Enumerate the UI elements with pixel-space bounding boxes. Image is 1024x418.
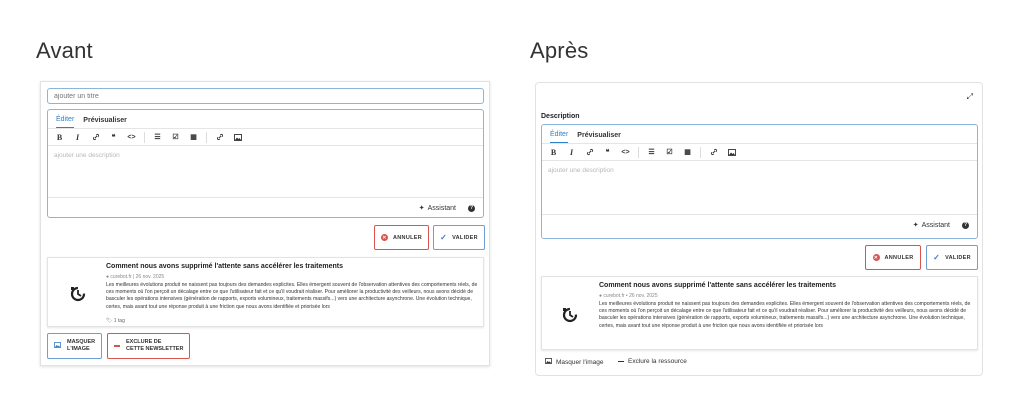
help-icon[interactable]: ?	[963, 222, 968, 228]
source-logo-icon	[558, 305, 582, 325]
minus-icon	[618, 361, 624, 363]
title-input[interactable]	[47, 88, 484, 104]
editor-tabs	[542, 125, 977, 143]
bold-icon[interactable]: B	[550, 147, 557, 157]
validate-button[interactable]	[433, 225, 485, 250]
description-editor	[47, 109, 484, 218]
cancel-label: ANNULER	[884, 254, 914, 261]
article-tags[interactable]	[106, 318, 125, 324]
article-card	[541, 276, 978, 350]
editor-toolbar	[542, 143, 977, 161]
hide-image-label: Masquer l'image	[556, 358, 604, 366]
apres-panel	[535, 82, 983, 376]
code-icon[interactable]: <>	[127, 133, 136, 141]
link-icon[interactable]	[88, 130, 103, 144]
article-meta	[599, 293, 658, 299]
link-icon[interactable]	[582, 145, 597, 159]
quote-icon[interactable]: ❝	[111, 134, 116, 141]
article-meta-text: curebot.fr • 26 nov. 2025	[603, 293, 658, 299]
close-icon: ✕	[873, 254, 879, 261]
task-list-icon[interactable]: ☑	[172, 134, 179, 141]
bold-icon[interactable]: B	[56, 132, 63, 142]
close-icon: ✕	[382, 234, 387, 241]
assistant-label: Assistant	[427, 204, 456, 212]
tag-icon: 🏷	[106, 318, 113, 324]
tag-count: 1 tag	[113, 318, 125, 324]
task-list-icon[interactable]: ☑	[666, 149, 673, 156]
article-title[interactable]: Comment nous avons supprimé l'attente sans accélérer les traitements	[106, 263, 344, 270]
validate-label: VALIDER	[945, 254, 971, 261]
sparkle-icon: ✦	[418, 205, 425, 212]
image-icon[interactable]	[724, 145, 739, 159]
code-icon[interactable]: <>	[621, 148, 630, 156]
check-icon: ✓	[440, 233, 448, 242]
cancel-button[interactable]	[865, 245, 921, 270]
image-icon	[545, 358, 552, 366]
avant-panel	[40, 81, 490, 366]
image-icon	[54, 342, 61, 351]
description-editor	[541, 124, 978, 239]
hide-image-button[interactable]	[545, 358, 603, 366]
bullet-list-icon[interactable]: ☰	[154, 134, 161, 141]
editor-tabs	[48, 110, 483, 128]
italic-icon[interactable]: I	[75, 132, 80, 142]
help-icon[interactable]: ?	[469, 205, 474, 211]
article-excerpt: Les meilleures évolutions produit ne naissent pas toujours des demandes explicites. Elles émergent souvent de l'observation attentives des comportements réels, de ces moments où l'on perçoit un décalage entre ce que l'utilisateur fait et ce qu'il voudrait réaliser. Pour améliorer la productivité des veilleurs, nous avons décidé de basculer les opérations intensives (génération de rapports, exports volumineux, traitements massifs...) vers une architecture asynchrone. Une évolution technique, certes, mais avant tout une réponse produit à une friction que nous avons identifiée et priorisée lors	[106, 282, 478, 310]
hide-image-button[interactable]	[47, 333, 102, 359]
tab-preview[interactable]: Prévisualiser	[577, 132, 621, 139]
toolbar-divider	[144, 132, 145, 143]
heading-apres: Après	[530, 38, 589, 63]
article-meta-text: curebot.fr | 26 nov. 2025	[110, 274, 165, 280]
table-icon[interactable]: ▦	[684, 149, 691, 156]
table-icon[interactable]: ▦	[190, 134, 197, 141]
tab-preview[interactable]: Prévisualiser	[83, 117, 127, 124]
source-dot-icon: ●	[106, 274, 110, 280]
validate-label: VALIDER	[452, 234, 478, 241]
assistant-row	[48, 198, 483, 218]
source-logo-icon	[66, 284, 90, 304]
exclude-resource-label: Exclure la ressource	[628, 358, 687, 365]
description-label: Description	[541, 113, 580, 120]
description-input[interactable]: ajouter une description	[542, 161, 977, 215]
image-icon[interactable]	[230, 130, 245, 144]
hide-image-label: MASQUER L'IMAGE	[67, 339, 96, 352]
editor-toolbar	[48, 128, 483, 146]
validate-button[interactable]	[926, 245, 978, 270]
exclude-newsletter-label: EXCLURE DE CETTE NEWSLETTER	[126, 339, 184, 352]
assistant-label: Assistant	[921, 221, 950, 229]
sparkle-icon: ✦	[912, 222, 919, 229]
quote-icon[interactable]: ❝	[605, 149, 610, 156]
cancel-label: ANNULER	[393, 234, 422, 241]
check-icon: ✓	[933, 253, 941, 262]
bullet-list-icon[interactable]: ☰	[648, 149, 655, 156]
toolbar-divider	[638, 147, 639, 158]
source-dot-icon: ●	[599, 293, 603, 299]
tab-edit[interactable]: Éditer	[550, 131, 568, 143]
minus-icon	[114, 345, 120, 347]
expand-icon[interactable]: ⤢	[966, 92, 973, 101]
article-card	[47, 257, 484, 327]
article-excerpt: Les meilleures évolutions produit ne naissent pas toujours des demandes explicites. Elles émergent souvent de l'observation attentives des comportements réels, de ces moments où l'on perçoit un décalage entre ce que l'utilisateur fait et ce qu'il voudrait réaliser. Pour améliorer la productivité des veilleurs, nous avons décidé de basculer les opérations intensives (génération de rapports, exports volumineux, traitements massifs...) vers une architecture asynchrone. Une évolution technique, certes, mais avant tout une réponse produit à une friction que nous avons identifiée et priorisée lors	[599, 301, 971, 329]
article-title[interactable]: Comment nous avons supprimé l'attente sans accélérer les traitements	[599, 282, 837, 289]
assistant-button[interactable]	[913, 221, 950, 229]
toolbar-divider	[700, 147, 701, 158]
attach-link-icon[interactable]	[212, 130, 227, 144]
exclude-newsletter-button[interactable]	[107, 333, 190, 359]
italic-icon[interactable]: I	[569, 147, 574, 157]
attach-link-icon[interactable]	[706, 145, 721, 159]
description-input[interactable]: ajouter une description	[48, 146, 483, 198]
tab-edit[interactable]: Éditer	[56, 116, 74, 128]
heading-avant: Avant	[36, 38, 93, 63]
assistant-button[interactable]	[419, 204, 456, 212]
toolbar-divider	[206, 132, 207, 143]
assistant-row	[542, 215, 977, 235]
article-meta	[106, 274, 164, 280]
cancel-button[interactable]	[374, 225, 429, 250]
exclude-resource-button[interactable]	[618, 358, 687, 365]
